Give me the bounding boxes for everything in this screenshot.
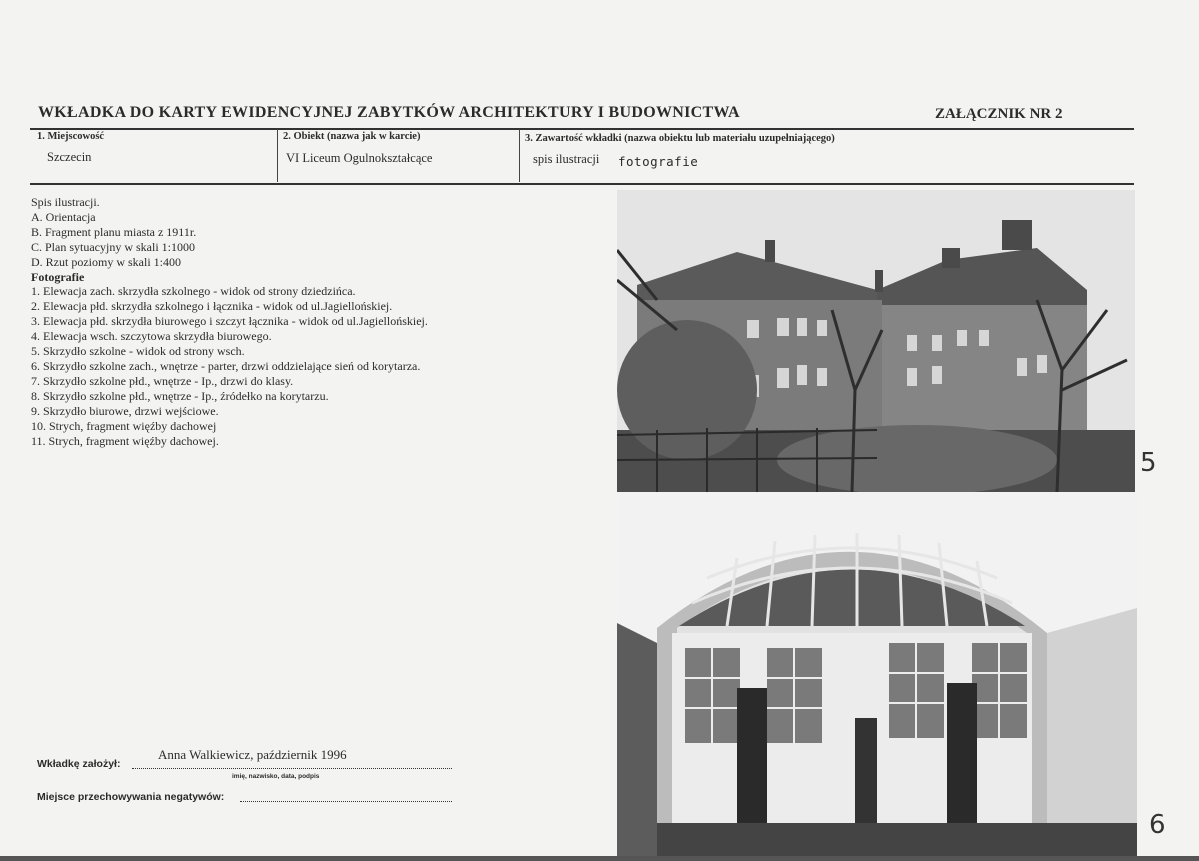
field-divider bbox=[519, 129, 520, 182]
photo-number-bottom: 6 bbox=[1149, 810, 1166, 840]
list-item: 9. Skrzydło biurowe, drzwi wejściowe. bbox=[31, 403, 219, 418]
field-object-label: 2. Obiekt (nazwa jak w karcie) bbox=[283, 131, 421, 142]
photos-heading: Fotografie bbox=[31, 269, 85, 284]
photo-interior-doors bbox=[617, 493, 1137, 856]
list-heading: Spis ilustracji. bbox=[31, 195, 100, 209]
list-item: 1. Elewacja zach. skrzydła szkolnego - widok od strony dziedzińca. bbox=[31, 284, 356, 299]
made-by-label: Wkładkę założył: bbox=[37, 758, 121, 770]
list-item: C. Plan sytuacyjny w skali 1:1000 bbox=[31, 239, 195, 254]
list-item: 11. Strych, fragment więźby dachowej. bbox=[31, 433, 219, 448]
list-item: D. Rzut poziomy w skali 1:400 bbox=[31, 254, 181, 269]
list-item: 10. Strych, fragment więźby dachowej bbox=[31, 418, 217, 433]
annex-number: ZAŁĄCZNIK NR 2 bbox=[935, 106, 1063, 122]
field-contents-label: 3. Zawartość wkładki (nazwa obiektu lub materiału uzupełniającego) bbox=[525, 133, 835, 144]
list-item: 4. Elewacja wsch. szczytowa skrzydła biurowego. bbox=[31, 329, 272, 344]
scan-edge bbox=[0, 856, 1199, 861]
field-object-value: VI Liceum Ogulnokształcące bbox=[286, 151, 433, 165]
field-contents-value: spis ilustracji bbox=[533, 152, 600, 166]
field-locality-label: 1. Miejscowość bbox=[37, 131, 105, 142]
list-item: 8. Skrzydło szkolne płd., wnętrze - Ip., źródełko na korytarzu. bbox=[31, 388, 329, 403]
negatives-storage-line bbox=[240, 801, 452, 802]
illustration-list bbox=[31, 195, 591, 448]
negatives-storage-label: Miejsce przechowywania negatywów: bbox=[37, 791, 225, 803]
list-item: 3. Elewacja płd. skrzydła biurowego i szczyt łącznika - widok od ul.Jagiellońskiej. bbox=[31, 314, 428, 329]
list-item: 2. Elewacja płd. skrzydła szkolnego i łącznika - widok od ul.Jagiellońskiej. bbox=[31, 299, 393, 314]
header-rule-bottom bbox=[30, 183, 1134, 185]
list-item: B. Fragment planu miasta z 1911r. bbox=[31, 224, 197, 239]
made-by-caption: imię, nazwisko, data, podpis bbox=[232, 773, 320, 780]
photo-building-exterior bbox=[617, 190, 1135, 492]
list-item: A. Orientacja bbox=[31, 209, 96, 224]
made-by-line bbox=[132, 768, 452, 769]
field-divider bbox=[277, 129, 278, 182]
header-rule-top bbox=[30, 128, 1134, 130]
list-item: 5. Skrzydło szkolne - widok od strony wsch. bbox=[31, 344, 245, 359]
photo-number-top: 5 bbox=[1140, 448, 1157, 478]
list-item: 6. Skrzydło szkolne zach., wnętrze - parter, drzwi oddzielające sień od korytarza. bbox=[31, 358, 421, 373]
document-title: WKŁADKA DO KARTY EWIDENCYJNEJ ZABYTKÓW ARCHITEKTURY I BUDOWNICTWA bbox=[38, 104, 740, 121]
field-locality-value: Szczecin bbox=[47, 150, 92, 164]
field-contents-typed: fotografie bbox=[618, 154, 699, 169]
made-by-value: Anna Walkiewicz, październik 1996 bbox=[158, 747, 347, 762]
list-item: 7. Skrzydło szkolne płd., wnętrze - Ip., drzwi do klasy. bbox=[31, 373, 294, 388]
